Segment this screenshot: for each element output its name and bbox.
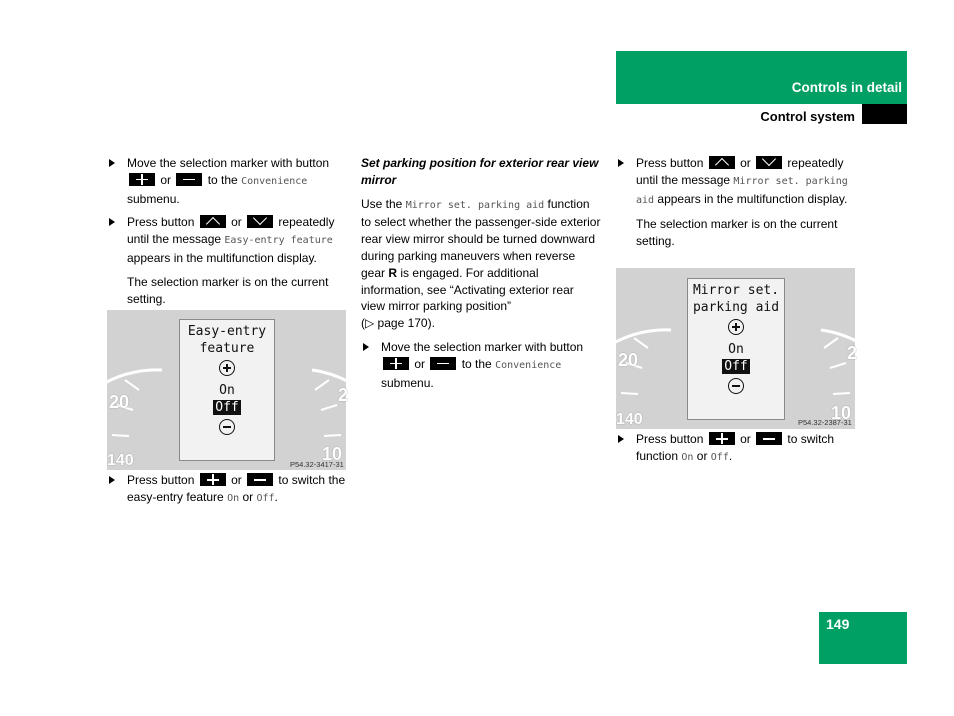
- minus-button-icon: [430, 357, 456, 370]
- bullet-icon: [618, 435, 624, 443]
- menu-name: Convenience: [495, 359, 562, 371]
- chapter-header-bar: [616, 51, 907, 104]
- plus-button-icon: [709, 432, 735, 445]
- figure-code: P54.32-3417-31: [290, 460, 344, 469]
- display-message: Mirror set. parking aid: [636, 175, 848, 206]
- multifunction-display: Easy-entry feature On Off: [179, 319, 275, 461]
- figure-code: P54.32-2387-31: [798, 418, 852, 427]
- down-arrow-button-icon: [247, 215, 273, 228]
- multifunction-display: Mirror set. parking aid On Off: [687, 278, 785, 420]
- plus-circle-icon: [728, 319, 744, 335]
- up-arrow-button-icon: [200, 215, 226, 228]
- minus-button-icon: [756, 432, 782, 445]
- plus-button-icon: [129, 173, 155, 186]
- plus-button-icon: [383, 357, 409, 370]
- minus-button-icon: [176, 173, 202, 186]
- minus-circle-icon: [219, 419, 235, 435]
- display-figure-mirror-parking: 20 140 10 2 Mirror set. parking aid On Off P54.32-2387-31: [616, 268, 855, 429]
- column-1: [107, 155, 347, 314]
- function-name: Mirror set. parking aid: [405, 199, 545, 211]
- column-3-bottom: [616, 431, 856, 474]
- page-number: 149: [826, 616, 850, 632]
- bullet-icon: [109, 476, 115, 484]
- column-2: [361, 155, 601, 398]
- body-paragraph: Use the Mirror set. parking aid function to select whether the passenger-side exterior rear view mirror should be turned downward during parking maneuvers when reverse gear R is engaged. For additional information, see “Activating exterior rear view mirror parking position” (▷ page 170).: [361, 196, 601, 331]
- display-figure-easy-entry: 20 140 10 2 Easy-entry feature On Off P54.32-3417-31: [107, 310, 346, 470]
- instruction-step: Press button or repeatedly until the message Mirror set. parking aid appears in the multifunction display.: [616, 155, 856, 209]
- bullet-icon: [363, 343, 369, 351]
- bullet-icon: [618, 159, 624, 167]
- instruction-step: Move the selection marker with button or to the Convenience submenu.: [361, 339, 601, 391]
- plus-button-icon: [200, 473, 226, 486]
- display-message: Easy-entry feature: [224, 235, 333, 247]
- section-title: Control system: [760, 109, 855, 124]
- chapter-title: Controls in detail: [791, 80, 902, 95]
- option-off-selected: Off: [724, 359, 748, 374]
- menu-name: Convenience: [241, 175, 308, 187]
- minus-button-icon: [247, 473, 273, 486]
- note-text: The selection marker is on the current setting.: [127, 274, 329, 306]
- option-on: On: [219, 383, 235, 398]
- option-on: On: [728, 342, 744, 357]
- plus-circle-icon: [219, 360, 235, 376]
- bullet-icon: [109, 218, 115, 226]
- column-1-bottom: [107, 472, 347, 515]
- down-arrow-button-icon: [756, 156, 782, 169]
- instruction-step: Press button or repeatedly until the message Easy-entry feature appears in the multifunction display.: [107, 214, 347, 266]
- section-marker: [862, 104, 907, 124]
- minus-circle-icon: [728, 378, 744, 394]
- instruction-step: Move the selection marker with button or to the Convenience submenu.: [107, 155, 347, 207]
- instruction-step: Press button or to switch function On or Off.: [616, 431, 856, 467]
- gear-letter: R: [388, 265, 398, 280]
- option-off-selected: Off: [215, 400, 239, 415]
- instruction-step: Press button or to switch the easy-entry feature On or Off.: [107, 472, 347, 508]
- column-3: [616, 155, 856, 257]
- up-arrow-button-icon: [709, 156, 735, 169]
- section-heading: Set parking position for exterior rear view mirror: [361, 156, 599, 187]
- note-text: The selection marker is on the current setting.: [636, 217, 838, 249]
- bullet-icon: [109, 159, 115, 167]
- page-reference[interactable]: (▷ page 170).: [361, 316, 435, 331]
